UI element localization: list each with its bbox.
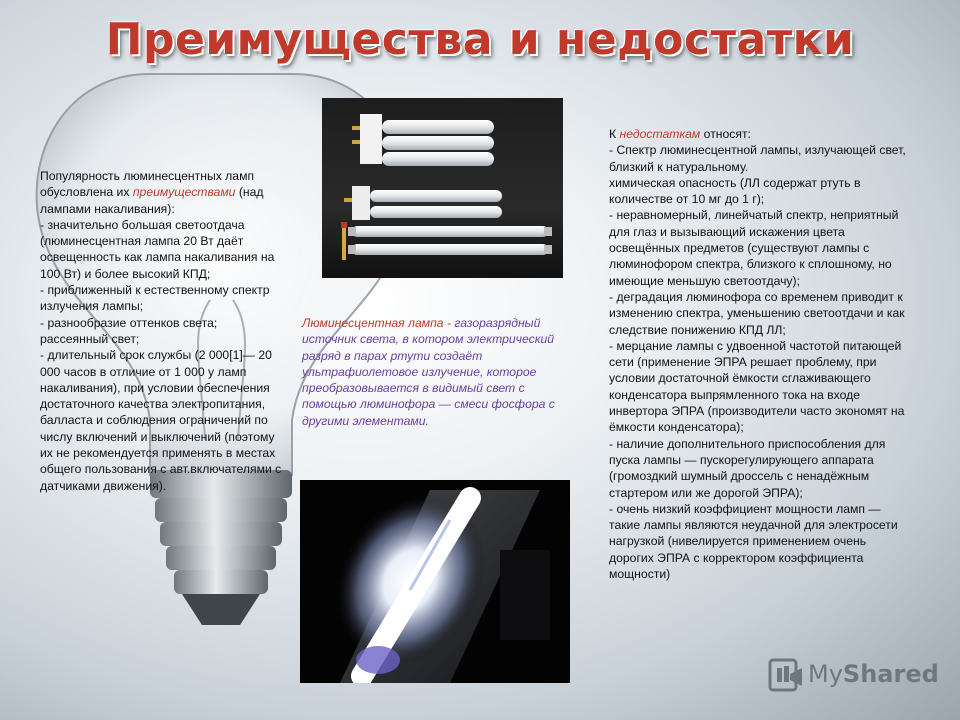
lamps-photo <box>322 98 563 278</box>
disadvantages-emphasis: недостаткам <box>619 127 701 141</box>
myshared-logo-icon <box>768 656 804 696</box>
disadvantages-intro: К <box>609 127 620 141</box>
disadvantage-item: - наличие дополнительного приспособления для пуска лампы — пускорегулирующего аппарата (громоздкий шумный дроссель с ненадёжным стартером или же дорогой ЭПРА); <box>609 436 886 500</box>
advantages-intro: Популярность люминесцентных ламп обусловлена их <box>40 169 255 200</box>
advantage-item: - значительно большая светоотдача (люминесцентная лампа 20 Вт даёт освещенность как лампа накаливания на 100 Вт) и более высокий КПД; <box>40 217 275 281</box>
glowing-tube-illustration <box>300 480 570 683</box>
slide-title: Преимущества и недостатки <box>105 14 855 65</box>
advantage-item: - разнообразие оттенков света; рассеянный свет; <box>40 315 218 346</box>
advantages-block <box>40 168 288 494</box>
disadvantage-item: - мерцание лампы с удвоенной частотой питающей сети (применение ЭПРА решает проблему, при условии достаточной ёмкости сглаживающего конденсатора выпрямленного тока на входе инвертора ЭПРА (производители часто экономят на ёмкости конденсатора); <box>609 338 905 435</box>
advantages-emphasis: преимуществами <box>132 185 236 200</box>
disadvantages-intro-end: относят: <box>700 127 751 141</box>
disadvantages-block <box>609 126 909 582</box>
lamps-illustration <box>322 98 563 278</box>
watermark-brand-bold: Shared <box>842 660 939 688</box>
advantage-item: - приближенный к естественному спектр излучения лампы; <box>40 283 270 314</box>
definition-term: Люминесцентная лампа - <box>302 316 452 330</box>
disadvantage-item: химическая опасность (ЛЛ содержат ртуть в количестве от 10 мг до 1 г); <box>609 175 861 207</box>
advantages-intro-end: (над лампами накаливания): <box>40 185 264 216</box>
myshared-watermark <box>808 660 939 688</box>
watermark-brand-regular: My <box>808 660 843 688</box>
disadvantage-item: - Спектр люминесцентной лампы, излучающей свет, близкий к натуральному. <box>609 143 906 174</box>
disadvantage-item: - очень низкий коэффициент мощности ламп — такие лампы являются неудачной для электросети нагрузкой (нивелируется применением очень дорогих ЭПРА с корректором коэффициента мощности) <box>609 501 898 582</box>
disadvantage-item: - деградация люминофора со временем приводит к изменению спектра, уменьшению светоотдачи и как следствие понижению КПД ЛЛ; <box>609 289 905 337</box>
disadvantage-item: - неравномерный, линейчатый спектр, неприятный для глаз и вызывающий искажения цвета освещённых предметов (существуют лампы с люминофором спектра, близкого к сплошному, но имеющие меньшую светоотдачу); <box>609 208 899 288</box>
advantage-item: - длительный срок службы (2 000[1]— 20 000 часов в отличие от 1 000 у ламп накаливания), при условии обеспечения достаточного качества электропитания, балласта и соблюдения ограничений по числу включений и выключений (поэтому их не рекомендуется применять в местах общего пользования с авт.включателями с датчиками движения). <box>40 348 282 493</box>
definition-text: газоразрядный источник света, в котором электрический разряд в парах ртути создаёт ультрафиолетовое излучение, которое преобразовывается в видимый свет с помощью люминофора — смеси фосфора с другими элементами. <box>302 316 555 428</box>
glowing-tube-photo <box>300 480 570 683</box>
definition-block <box>302 315 580 429</box>
